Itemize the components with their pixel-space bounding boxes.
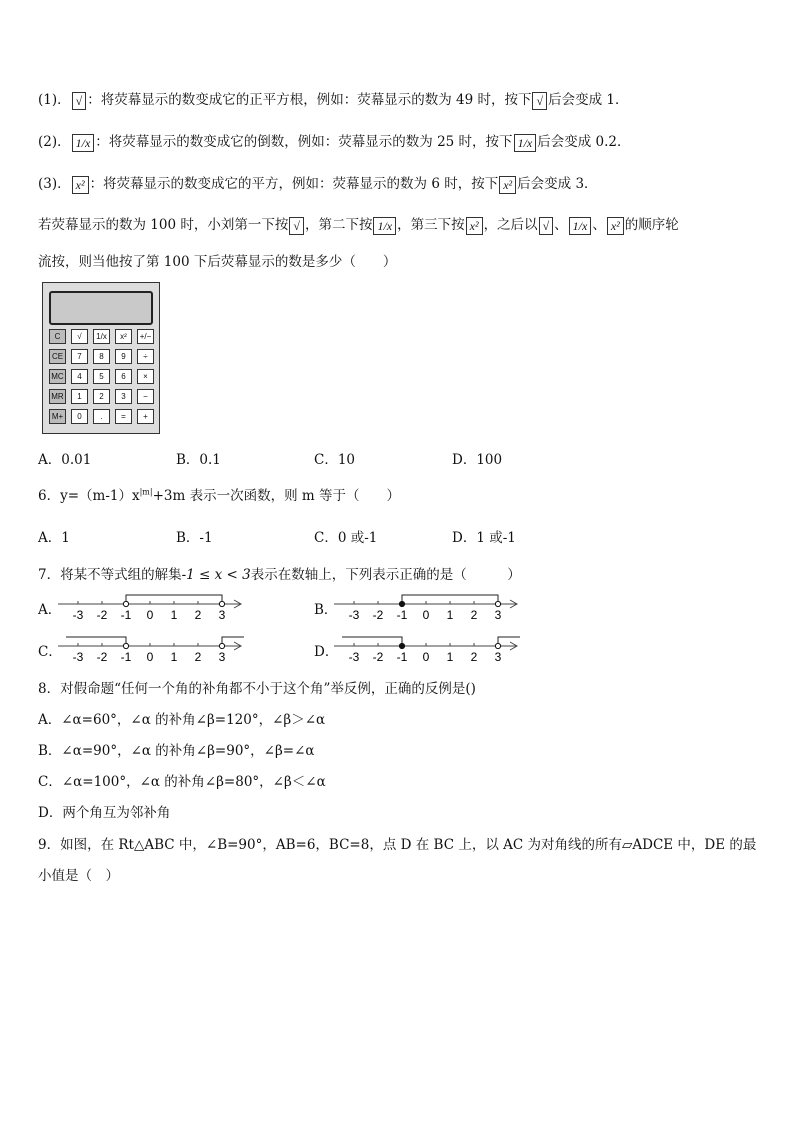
- solution-bracket: [498, 637, 520, 646]
- calculator-image: [42, 282, 160, 434]
- item-3: (3)． x² ：将荧幕显示的数变成它的平方，例如：荧幕显示的数为 6 时，按下 x² 后会变成 3．: [38, 176, 598, 192]
- tick-label: 1: [446, 608, 454, 622]
- number-line-b: [334, 592, 524, 622]
- q6-stem: 6．$y=(m-1)x^{|m|}+3m$ 表示一次函数，则 m 等于（ ）: [38, 487, 400, 504]
- calculator-key: −: [137, 389, 154, 404]
- calculator-key: 9: [115, 349, 132, 364]
- square-key-icon: x²: [466, 217, 483, 235]
- open-dot: [495, 601, 500, 606]
- number-line-c: [58, 634, 248, 664]
- calculator-key: +: [137, 409, 154, 424]
- sqrt-key-icon: √: [532, 92, 547, 110]
- sqrt-key-icon: √: [289, 217, 304, 235]
- open-dot: [219, 643, 224, 648]
- open-dot: [495, 643, 500, 648]
- reciprocal-key-icon: 1/x: [373, 217, 396, 235]
- tick-label: 3: [494, 650, 502, 664]
- q8-stem: 8．对假命题“任何一个角的补角都不小于这个角”举反例，正确的反例是(): [38, 681, 476, 697]
- tick-label: 1: [170, 608, 178, 622]
- q6-option-c: C．0 或-1: [314, 530, 378, 546]
- tick-label: 3: [218, 650, 226, 664]
- calculator-key: CE: [49, 349, 66, 364]
- tick-label: -2: [372, 608, 384, 622]
- square-key-icon: x²: [72, 176, 89, 194]
- calculator-key: 2: [93, 389, 110, 404]
- calculator-key: 3: [115, 389, 132, 404]
- item-1: (1)． √ ：将荧幕显示的数变成它的正平方根，例如：荧幕显示的数为 49 时，按下 √ 后会变成 1．: [38, 92, 629, 108]
- calculator-key: 1: [71, 389, 88, 404]
- q5-line2: 流按，则当他按了第 100 下后荧幕显示的数是多少（ ）: [38, 254, 397, 270]
- tick-label: 0: [146, 608, 154, 622]
- calculator-key: 7: [71, 349, 88, 364]
- calculator-key: 8: [93, 349, 110, 364]
- q8-option-b: B．∠α=90°，∠α 的补角∠β=90°，∠β=∠α: [38, 743, 315, 759]
- q7-label-c: C．: [38, 644, 62, 660]
- open-dot: [123, 643, 128, 648]
- tick-label: 0: [422, 608, 430, 622]
- closed-dot: [399, 601, 404, 606]
- q5-option-d: D．100: [452, 452, 503, 468]
- calculator-key: MR: [49, 389, 66, 404]
- calculator-key: 1/x: [93, 329, 110, 344]
- calculator-key: 6: [115, 369, 132, 384]
- q5-line1: 若荧幕显示的数为 100 时，小刘第一下按 √ ，第二下按 1/x ，第三下按 x² ，之后以 √ 、 1/x 、 x² 的顺序轮: [38, 217, 679, 233]
- tick-label: -2: [96, 650, 108, 664]
- q5-option-b: B．0.1: [176, 452, 221, 468]
- open-dot: [219, 601, 224, 606]
- solution-bracket: [222, 637, 244, 646]
- tick-label: -1: [396, 650, 408, 664]
- q7-label-b: B．: [314, 602, 338, 618]
- tick-label: -3: [72, 650, 84, 664]
- tick-label: 3: [218, 608, 226, 622]
- calculator-key: ÷: [137, 349, 154, 364]
- calculator-key: 5: [93, 369, 110, 384]
- calculator-key: 4: [71, 369, 88, 384]
- calculator-key: +/−: [137, 329, 154, 344]
- q5-option-c: C．10: [314, 452, 356, 468]
- tick-label: -1: [120, 650, 132, 664]
- tick-label: 2: [194, 608, 202, 622]
- calculator-key: M+: [49, 409, 66, 424]
- tick-label: 2: [194, 650, 202, 664]
- solution-bracket: [66, 637, 126, 646]
- q8-option-a: A．∠α=60°，∠α 的补角∠β=120°，∠β＞∠α: [38, 712, 326, 728]
- tick-label: 2: [470, 608, 478, 622]
- solution-bracket: [342, 637, 402, 646]
- tick-label: -3: [348, 650, 360, 664]
- calculator-key: MC: [49, 369, 66, 384]
- q8-option-d: D．两个角互为邻补角: [38, 805, 171, 821]
- square-key-icon: x²: [499, 176, 516, 194]
- tick-label: 2: [470, 650, 478, 664]
- calculator-key: 0: [71, 409, 88, 424]
- tick-label: -3: [348, 608, 360, 622]
- calculator-key: ×: [137, 369, 154, 384]
- q6-option-d: D．1 或-1: [452, 530, 516, 546]
- sqrt-key-icon: √: [539, 217, 554, 235]
- tick-label: -2: [372, 650, 384, 664]
- q7-label-d: D．: [314, 644, 339, 660]
- calculator-screen: [49, 291, 153, 325]
- q6-option-b: B．-1: [176, 530, 213, 546]
- tick-label: -1: [120, 608, 132, 622]
- tick-label: 0: [146, 650, 154, 664]
- reciprocal-key-icon: 1/x: [569, 217, 592, 235]
- calculator-key: .: [93, 409, 110, 424]
- q6-option-a: A．1: [38, 530, 70, 546]
- tick-label: 1: [446, 650, 454, 664]
- q9-line2: 小值是（ ）: [38, 868, 119, 884]
- reciprocal-key-icon: 1/x: [72, 134, 95, 152]
- calculator-key: √: [71, 329, 88, 344]
- q5-option-a: A．0.01: [38, 452, 92, 468]
- tick-label: 1: [170, 650, 178, 664]
- calculator-key: =: [115, 409, 132, 424]
- calculator-key: x²: [115, 329, 132, 344]
- tick-label: -1: [396, 608, 408, 622]
- q9-line1: 9．如图，在 Rt△ABC 中，∠B=90°，AB=6，BC=8，点 D 在 BC 上，以 AC 为对角线的所有▱ADCE 中，DE 的最: [38, 837, 757, 853]
- square-key-icon: x²: [607, 217, 624, 235]
- closed-dot: [399, 643, 404, 648]
- q8-option-c: C．∠α=100°，∠α 的补角∠β=80°，∠β＜∠α: [38, 774, 326, 790]
- tick-label: -2: [96, 608, 108, 622]
- number-line-d: [334, 634, 524, 664]
- number-line-a: [58, 592, 248, 622]
- tick-label: 0: [422, 650, 430, 664]
- tick-label: 3: [494, 608, 502, 622]
- q7-label-a: A．: [38, 602, 62, 618]
- item-2: (2)． 1/x ：将荧幕显示的数变成它的倒数，例如：荧幕显示的数为 25 时，按下 1/x 后会变成 0.2．: [38, 134, 631, 150]
- tick-label: -3: [72, 608, 84, 622]
- calculator-key: C: [49, 329, 66, 344]
- reciprocal-key-icon: 1/x: [514, 134, 537, 152]
- sqrt-key-icon: √: [72, 92, 87, 110]
- q7-stem: 7．将某不等式组的解集-1 ≤ x < 3表示在数轴上，下列表示正确的是（ ）: [38, 567, 521, 583]
- open-dot: [123, 601, 128, 606]
